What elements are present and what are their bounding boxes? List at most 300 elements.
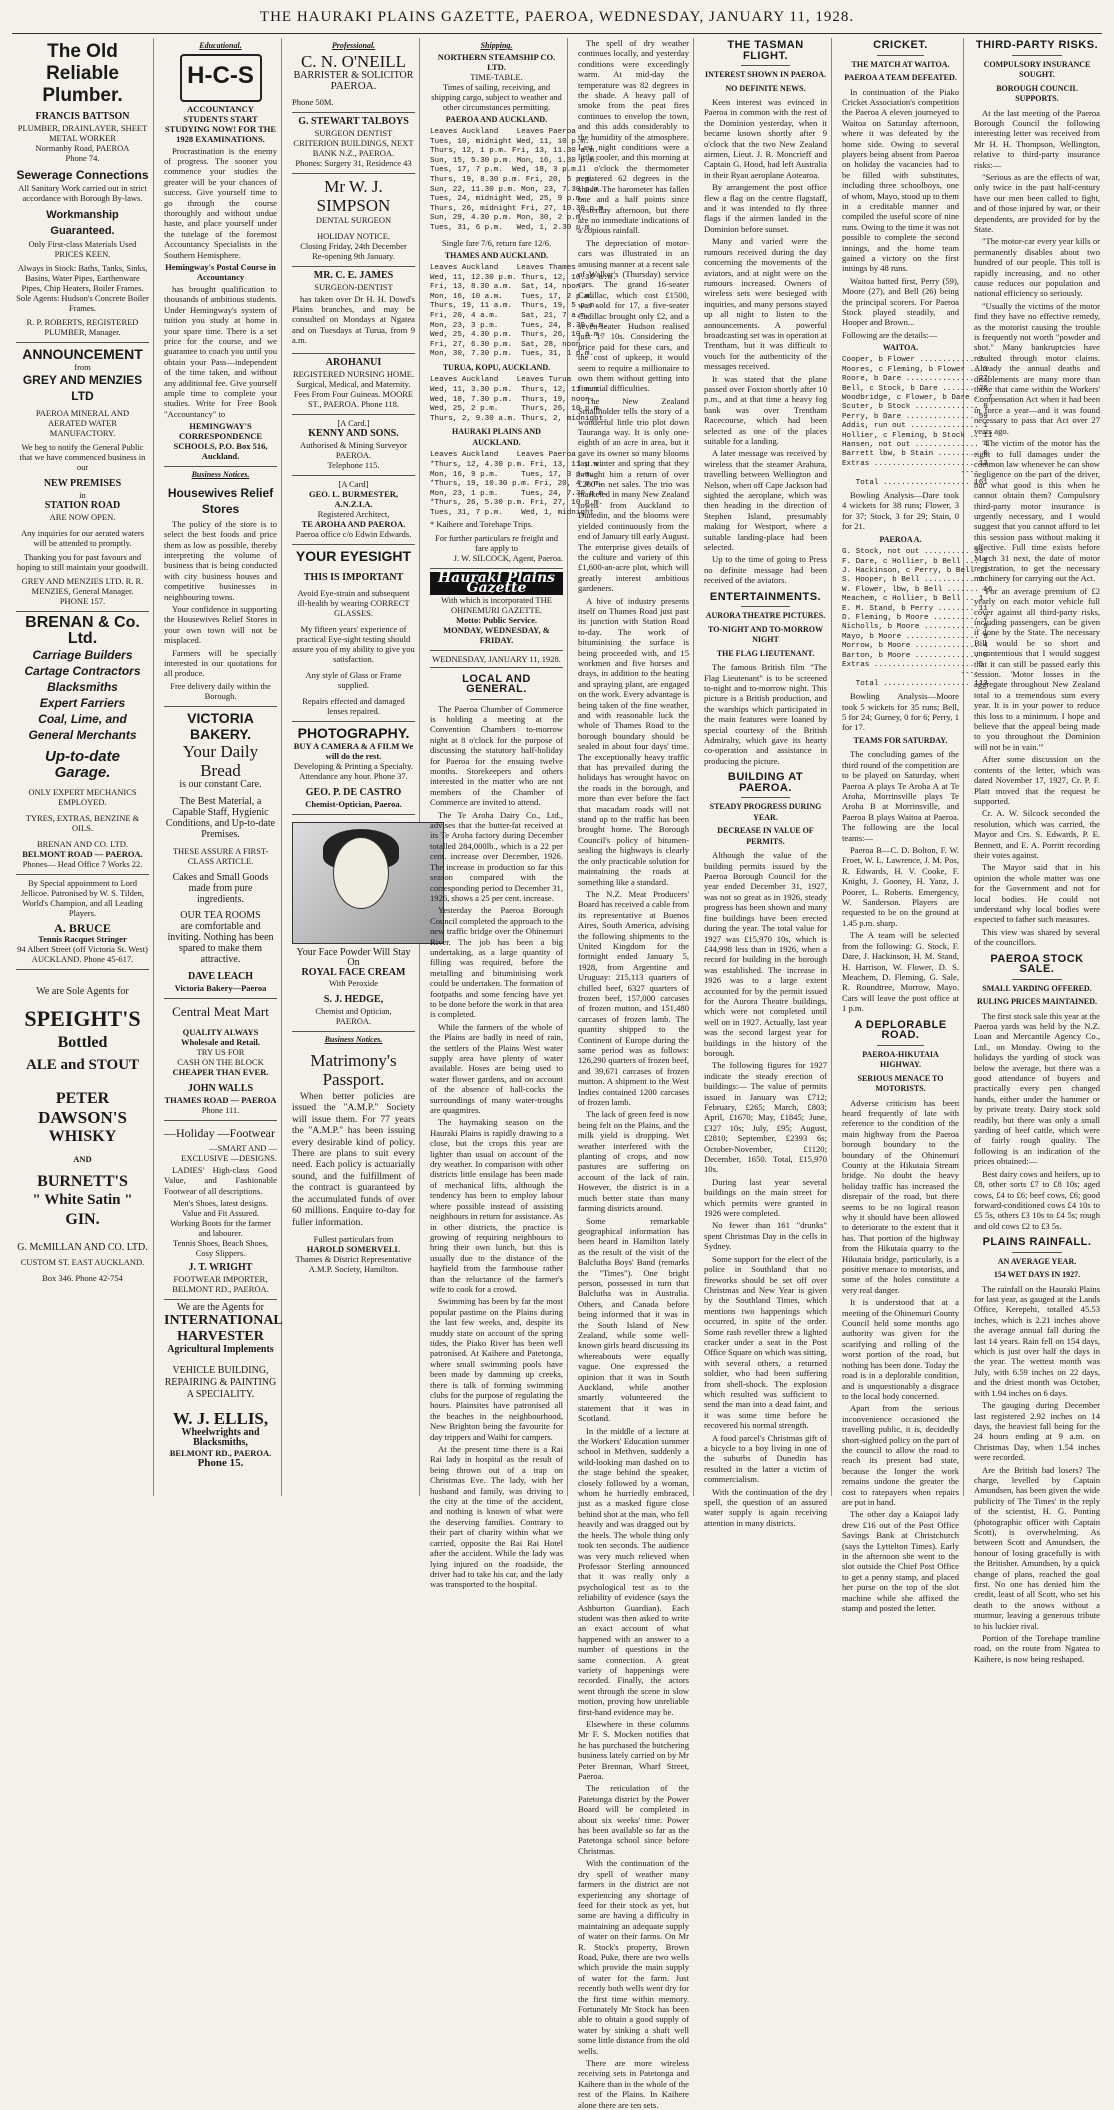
ad-hemingway (164, 38, 277, 467)
news-paragraph-7: Some remarkable geographical information has been heard in Hamilton lately as the result of the visit of the Balclutha Boys' Band (remarks the "Times"). One bright person, possessed in turn that Balclutha was in Australia. Others, and Canada before being informed that it was in the South Island of New Zealand, while some well-known girls heard discussing its whereabouts were equally vague. One expressed the opinion that it was in South Auckland, while another smartly volunteered the statement that it was in Scotland. (578, 1215, 689, 1424)
ad-battson-stock: Always in Stock: Baths, Tanks, Sinks, Basins, Water Pipes, Earthenware Pipes, Chip Heaters, Boiler Frames. (17, 263, 148, 293)
ad-brenan-coal: Coal, Lime, and (38, 712, 127, 726)
ad-bruce-intro: By Special appointment to Lord Jellicoe. Patronised by W. S. Tilden, World's Champion, and all Leading Players. (20, 878, 145, 918)
illustration-face (333, 837, 389, 909)
ad-grey-notify: We beg to notify the General Public that we have commenced business in our (19, 442, 146, 472)
ad-arohanui (292, 354, 415, 415)
ad-james-title: SURGEON-DENTIST (314, 281, 393, 292)
tasman-subhead-2: NO DEFINITE NEWS. (725, 83, 806, 93)
cricket-paragraph-1: In continuation of the Piako Cricket Association's competition the Paeroa A eleven journeyed to Waitoa on Saturday afternoon, where it was defeated by the home side. Owing to several players being absent from Paeroa on holiday the vacancies had to be filled with substitutes, including three schoolboys, one of whom, Mayo, stood up to them in a creditable manner and compiled the useful score of nine runs. Owing to the time it was not possible to complete the second innings, and the home team gained a victory on the first innings by 48 runs. (842, 86, 959, 274)
shipping-turua: TURUA, KOPU, AUCKLAND. (442, 362, 551, 372)
building-paragraph-3: During last year several buildings on the main street for which permits were granted in 1926 were completed. (704, 1176, 827, 1219)
shipping-agent: J. W. SILCOCK, Agent, Paeroa. (453, 552, 563, 563)
ad-ellis-vehicle: VEHICLE BUILDING, REPAIRING & PAINTING A SPECIALITY. (164, 1365, 277, 1401)
ad-hemingway-sign: HEMINGWAY'S CORRESPONDENCE SCHOOLS, P.O. Box 516, Auckland. (173, 421, 268, 462)
ad-meat-thames: THAMES ROAD — PAEROA (164, 1094, 277, 1105)
third-party-subhead-1: COMPULSORY INSURANCE SOUGHT. (983, 59, 1091, 79)
rule (741, 65, 790, 66)
column-7 (838, 38, 993, 1614)
ad-dawsons: DAWSON'S (38, 1108, 127, 1127)
ad-talboys-name: G. STEWART TALBOYS (298, 115, 409, 127)
ad-grey-water: PAEROA MINERAL AND AERATED WATER MANUFACTORY. (35, 408, 130, 438)
third-party-subhead-2: BOROUGH COUNCIL SUPPORTS. (996, 83, 1078, 103)
ad-grey-premises: NEW PREMISES (43, 478, 122, 489)
ad-and: AND (73, 1154, 92, 1164)
gazette-motto: Motto: Public Service. (456, 614, 537, 625)
ad-mcmillan-intro: We are Sole Agents for (36, 986, 129, 997)
ad-victoria-assure: THESE ASSURE A FIRST-CLASS ARTICLE. (172, 845, 269, 866)
ad-housewives (164, 467, 277, 707)
ad-wright-trade: FOOTWEAR IMPORTER, BELMONT RD., PAEROA. (172, 1274, 269, 1295)
entertain-tonight: TO-NIGHT AND TO-MORROW NIGHT (708, 624, 823, 645)
ad-burmester (292, 476, 415, 545)
cricket-paeroa-a: PAEROA A. (879, 534, 922, 544)
ad-simpson-title: DENTAL SURGEON (315, 214, 392, 225)
schedule-thames-auckland: Leaves Auckland Leaves Thames Wed, 11, 12.30 p.m. Thurs, 12, 10.30 a.m. Fri, 13, 8.30 a.m. Sat, 14, noon. Mon, 16, 10 a.m. Tues, 17, 2 p.m. Thurs, 19, 11 a.m. Thurs, 19, 5 p.m. Fri, 20, 4 a.m. Sat, 21, 7 a.m. Mon, 23, 3 p.m. Tues, 24, 8.30 a.m. Wed, 25, 4.30 p.m. Thurs, 26, 10 a.m. Fri, 27, 6.30 p.m. Sat, 28, noon. Mon, 30, 7.30 p.m. Tues, 31, 1 p.m. (430, 264, 617, 359)
local-paragraph-7: At the present time there is a Rai Rai lady in hospital as the result of being thrown out of a trap on Christmas Eve. The lady, with her husband and family, was driving to the city at the time of the accident, and nothing is known of what were the deserving families. Contrary to their part of charity within what we carried, opposite the Rai Rai Hotel after the accident. While the lady was lying injured on the roadside, the driver had to take his car, and the lady was transported to the hospital. (430, 1444, 563, 1590)
tasman-paragraph-5: A later message was received by wireless that the steamer Arahura, travelling between Wellington and Nelson, when off Cape Jackson had sighted the aeroplane, which was then heading in the direction of Stephen Island, presumably making for Westport, where a suitable landing-place had been selected. (704, 448, 827, 553)
ad-brenan-tyres: TYRES, EXTRAS, BENZINE & OILS. (25, 813, 140, 833)
column-1 (12, 38, 154, 1496)
ad-kenny-card: [A Card.] (337, 417, 370, 428)
shipping-paeroa-auckland: PAEROA AND AUCKLAND. (445, 114, 548, 124)
ad-meat-try: TRY US FOR (196, 1046, 245, 1057)
road-paragraph-1: Adverse criticism has been heard frequently of late with reference to the condition of the main highway from the Paeroa borough boundary to the boundary of the Ohinemuri County at the Hikutaia Stream bridge. No doubt the heavy holiday traffic has increased the disrepair of the road, but there seems to be no logical reason why it should have been allowed to deteriorate to the extent that it has. That portion of the highway from the Hikutaia quarry to the Hikutaia bridge, particularly, is a positive menace to motorists, and some of the holes constitute a very real danger. (842, 1097, 959, 1295)
ad-oneill (292, 38, 415, 113)
ad-white-satin: " White Satin " (32, 1192, 133, 1208)
ad-burmester-name: GEO. L. BURMESTER, A.N.Z.I.A. (308, 488, 399, 509)
rule (1012, 979, 1062, 980)
ad-housewives-title: Housewives Relief Stores (167, 485, 274, 516)
gazette-title-text: Hauraki Plains Gazette (430, 572, 563, 595)
road-paragraph-3: Apart from the serious inconvenience occasioned the travelling public, it is, decidedly short-sighted policy on the part of the council to allow the road to reach its present bad state, because the longer the work remains undone the greater the cost to ratepayers when repairs are put in hand. (842, 1403, 959, 1507)
ad-eyesight-exp: My fifteen years' experience of practical Eye-sight testing should assure you of my ability to give you satisfaction. (292, 623, 415, 664)
building-subhead-2: DECREASE IN VALUE OF PERMITS. (717, 826, 814, 846)
building-paragraph-2: The following figures for 1927 indicate the steady erection of buildings:— The value of permits issued in January was £712; February, £265; March, £803; April, £1670; May, £1845; June, £327 10s; July, £95; August, £2810; September, £2393 6s; October-November, £1120; December, 1650. Total, £15,970 10s. (704, 1060, 827, 1175)
cricket-follow: Following are the details:— (842, 329, 938, 340)
ad-meat-wholesale: Wholesale and Retail. (180, 1036, 261, 1047)
ad-james-name: MR. C. E. JAMES (313, 269, 394, 281)
ad-ellis-phone: Phone 15. (197, 1457, 244, 1470)
fireworks-paragraph: Some support for the elect of the police in Southland that no fireworks should be set off over Christmas and New Year is given by the Southland Times, which mentions two happenings which occurred, in spite of the order. Some rash reveller threw a lighted cracker under a seat in the Post Office Square on which was sitting, with several others, a returned soldier, who had been suffering from shell-shock. The explosion which resulted was sufficient to send the man into a dead faint, and it was some time before he recovered his normal strength. (704, 1253, 827, 1431)
ad-whisky: WHISKY (48, 1128, 117, 1145)
ad-eyesight-repairs: Repairs effected and damaged lenses repaired. (302, 695, 405, 716)
cricket-paragraph-3: The concluding games of the third round of the competition are to be played on Saturday, when Paeroa A plays Te Aroha A at Te Aroha, Morrinsville plays Te Aroha B at Morrinsville, and Paeroa B plays Waitoa at Paeroa. The following are the local teams:— (842, 749, 959, 843)
tasman-paragraph-4: It was stated that the plane passed over Foxton shortly after 10 p.m., and at that time a heavy fog bank was over Trentham Racecourse, which had been selected as one of the places suitable for a landing. (704, 373, 827, 446)
cricket-paragraph-5: The A team will be selected from the following: G. Stock, F. Dare, J. Hackinson, H. M. Stand, H. Harrison, W. Flower, D. S. Meachem, D. Fleming, G. Sale, R. Roundtree, Morrow, Mayo. Cars will leave the post office at 1 p.m. (842, 930, 959, 1014)
rule (1012, 1252, 1062, 1253)
ad-victoria-tea: OUR TEA ROOMS (180, 909, 261, 921)
ad-victoria-tea-text: are comfortable and inviting. Nothing has been spared to make them attractive. (167, 920, 274, 965)
ad-simpson (292, 174, 415, 267)
ad-kenny-name: KENNY AND SONS. (308, 427, 399, 439)
road-paragraph-2: It is understood that at a meeting of the Ohinemuri County Council held some months ago authority was given for the scarifying and rolling of the worst portion of the road, but nothing has been done. Today the road is in a deplorable condition, and is unquestionably a disgrace to the local body concerned. (842, 1297, 959, 1401)
ad-grey-open: ARE NOW OPEN. (49, 512, 116, 522)
column-6 (700, 38, 832, 1528)
news-paragraph-6: The lack of green feed is now being felt on the Plains, and the milk yield is dropping. Wet weather interfered with the planting of crops, and now pastures are suffering on account of the lack of rain. However, the district is in a much better state than many farming districts around. (578, 1109, 689, 1214)
ad-ellis-agri: Agricultural Implements (167, 1344, 274, 1356)
shipping-timetable-title: TIME-TABLE. (470, 71, 523, 82)
ad-brenan-phones: Phones— Head Office 7 Works 22. (22, 859, 143, 869)
ad-meat-walls: JOHN WALLS (187, 1082, 254, 1094)
ad-gin: GIN. (65, 1211, 100, 1228)
ad-talboys-phones: Phones: Surgery 31, Residence 43 (295, 157, 412, 168)
ad-ale: ALE and STOUT (25, 1057, 140, 1073)
cricket-paragraph-4: Paeroa B—C. D. Bolton, F. W. Froet, W. L. Lawrence, J. M. Pos, R. Edwards, H. V. Cooke, F. Knight, J. Gooney, H. Yanz, J. Poorer, L. Roberts. Emergency, W. Sanderson. Players are requested to be on the ground at 1.45 p.m. sharp. (842, 845, 959, 928)
ad-brenan (16, 612, 149, 875)
building-paragraph-1: Although the value of the building permits issued by the Paeroa Borough Council for the year ended December 31, 1927, was not so great as in 1926, steady progress has been shown and many fine buildings have been erected during the year. The total value for 1927 was £15,970 10s, which is £44,998 less than in 1926, when a record for building in the borough was established. The increase in 1926 was to a large extent accounted for by the permit issued for the Aurora Theatre buildings, which were not completed until well on in 1927. Actually, last year was the second largest year for buildings in the history of the borough. (704, 850, 827, 1058)
rainfall-heading: PLAINS RAINFALL. (982, 1236, 1092, 1249)
shipping-fare: Single fare 7/6, return fare 12/6. (441, 237, 552, 248)
ad-housewives-farmers: Farmers will be specially interested in our quotations for all produce. (164, 647, 277, 679)
news-paragraph-1: The spell of dry weather continues locally, and yesterday conditions were exceedingly warm. At mid-day the temperature was 82 degrees in the shade. A heavy pall of smoke from the peat fires continues to envelop the town, and this adds considerably to the humidity of the atmosphere. Last night conditions were a little cooler, and this morning at 11 o'clock the thermometer registered 62 degrees in the shade. The barometer has fallen one and a half points since yesterday afternoon, but there are no immediate indications of a copious rainfall. (578, 38, 689, 236)
ad-wright-ladies: LADIES' High-class Good Value, and Fashionable Footwear of all descriptions. (164, 1164, 277, 1196)
ad-james (292, 267, 415, 354)
ad-bruce (16, 875, 149, 970)
news-paragraph-10: The reticulation of the Patetonga district by the Power Board will be completed in about six weeks' time. Power has been available so far as the Patetonga school since before Christmas. (578, 1783, 689, 1856)
cricket-teams: TEAMS FOR SATURDAY. (853, 735, 948, 745)
ad-victoria-bread: Your Daily Bread (182, 741, 259, 780)
cricket-subhead-1: THE MATCH AT WAITOA. (851, 59, 950, 69)
ad-hedge-title: Chemist and Optician, (315, 1005, 392, 1016)
ad-grey-thanks: Thanking you for past favours and hoping to still maintain your goodwill. (16, 552, 149, 572)
ad-decastro-title: Chemist-Optician, Paeroa. (305, 798, 402, 809)
tasman-paragraph-6: Up to the time of going to Press no definite message had been received of the aviators. (704, 554, 827, 586)
tasman-paragraph-2: By arrangement the post office flew a flag on the centre flagstaff, and it was intended to fly three flags if the airmen landed in the Dominion before sunset. (704, 182, 827, 234)
ad-cream-name: ROYAL FACE CREAM (301, 966, 406, 978)
building-heading: BUILDING AT PAEROA. (727, 771, 804, 794)
ad-housewives-delivery: Free delivery daily within the Borough. (170, 680, 271, 701)
ad-battson-title: The Old Reliable Plumber. (42, 41, 123, 106)
third-party-heading: THIRD-PARTY RISKS. (975, 39, 1099, 51)
ad-brenan-blacksmiths: Blacksmiths (47, 680, 118, 694)
ad-brenan-merchants: General Merchants (28, 728, 137, 742)
news-paragraph-5: The N.Z. Meat Producers' Board has received a cable from its representative at Buenos Aires, South America, advising the following shipments to the United Kingdom for the fortnight ended January 5, 1928, from Argentine and Uruguay: 215,113 quarters of chilled beef, 6327 quarters of frozen beef, 157,000 carcases of frozen mutton, and 151,480 carcases of frozen lamb. The quantity shipped to the Continent of Europe during the same period was as follows: 126,290 quarters of frozen beef, and 39,671 carcases of frozen mutton. A shipment to the West Indies contained 1200 carcases of frozen lamb. (578, 888, 689, 1108)
ad-mcmillan-custom: CUSTOM ST. EAST AUCKLAND. (20, 1257, 145, 1267)
ad-grey-announce: ANNOUNCEMENT (22, 346, 143, 362)
ad-cream-perfume: With Peroxide (329, 977, 378, 988)
ad-simpson-name: Mr W. J. SIMPSON (316, 176, 391, 215)
third-party-paragraph-2: "Serious as are the effects of war, only twice in the past half-century have our men been called to fight, and of those injured by war, or their dependents, are provided for by the State. (974, 171, 1100, 234)
ad-simpson-notice: HOLIDAY NOTICE. (316, 230, 391, 241)
rule (877, 55, 924, 56)
ad-ellis-international: INTERNATIONAL HARVESTER (164, 1313, 283, 1345)
ad-ellis-agents: We are the Agents for (177, 1302, 264, 1314)
ad-battson-manager: R. P. ROBERTS, REGISTERED PLUMBER, Manager. (26, 317, 139, 337)
ad-speights: SPEIGHT'S (24, 1006, 141, 1031)
ad-talboys-addr: CRITERION BUILDINGS, NEXT BANK N.Z., PAEROA. (293, 137, 414, 158)
ad-meat-quality: QUALITY ALWAYS (182, 1026, 259, 1037)
column-5 (574, 38, 694, 2110)
entertain-paragraph: The famous British film "The Flag Lieutenant" is to be screened to-night and to-morrow night. This picture is a British production, and the warships which participated in the main features were loaned by special courtesy of the British Admiralty, which gave its hearty co-operation and assistance in producing the picture. (704, 662, 827, 766)
rule (470, 699, 523, 700)
schedule-hauraki: Leaves Auckland Leaves Paeroa *Thurs, 12, 4.30 p.m. Fri, 13, 11 p.m. Mon, 16, 9 p.m. Tues, 17, 3 p.m. *Thurs, 19, 10.30 p.m. Fri, 20, 4 p.m. Mon, 23, 1 p.m. Tues, 24, 7.30 p.m. *Thurs, 26, 5.30 p.m. Fri, 27, 10 p.m. Tues, 31, 7 p.m. Wed, 1, midnight (430, 451, 608, 517)
ad-wright-smart: —SMART AND —EXCLUSIVE —DESIGNS. (181, 1142, 277, 1163)
ad-battson-workmanship: Workmanship Guaranteed. (46, 209, 119, 237)
ad-meat-mart (164, 999, 277, 1121)
news-paragraph-9: Elsewhere in these columns Mr F. S. Mocken notifies that he has purchased the butchering business lately carried on by Mr Peter Brennan, Wharf Street, Paeroa. (578, 1719, 689, 1782)
ad-mcmillan-box: Box 346. Phone 42-754 (42, 1273, 123, 1283)
third-party-paragraph-6: "For an average premium of £2 yearly on each motor vehicle full cover against all third-party risks, including passengers, can be given if done by the State. The necessary Bill would be so short and uncontentious that I would suggest that it can still be passed early this session. 'Motor losses in the aggregate throughout New Zealand total to a tremendous sum every year. It is in your power to reduce this loss to a minimum. I hope and believe that the appeal being made to you throughout the Dominion will not be in vain.'" (974, 585, 1100, 752)
ad-decastro-name: GEO. P. DE CASTRO (305, 786, 402, 798)
ad-amp (292, 1032, 415, 1279)
ad-wright-working: Working Boots for the farmer and labourer. (170, 1218, 271, 1239)
shipping-hauraki: HAURAKI PLAINS AND AUCKLAND. (452, 427, 541, 447)
masthead-rule (12, 33, 1102, 34)
column-3 (288, 38, 420, 1496)
gazette-days: MONDAY, WEDNESDAY, & FRIDAY. (443, 624, 550, 645)
local-paragraph-5: The haymaking season on the Hauraki Plains is rapidly drawing to a close, but the crops this year are lighter than usual on account of the dry weather. In comparison with other districts little ensilage has been made of mechanical lifts, although the tendency has been to employ labour where possible instead of assisting neighbours in return for assistance. As in other districts, the practice is growing of requiring neighbours to bring their own lunch, but this is usually due to the distance of the hayfield from the farmhouse rather than the reluctance of the farmer's wife to cook for a crowd. (430, 1117, 563, 1294)
third-party-paragraph-10: This view was shared by several of the councillors. (974, 926, 1100, 948)
ad-arohanui-title: REGISTERED NURSING HOME. (292, 368, 415, 379)
ad-battson-sewerage-text: All Sanitary Work carried out in strict accordance with Borough By-laws. (18, 183, 147, 203)
news-paragraph-11: With the continuation of the dry spell of weather many farmers in the district are not experiencing any shortage of feed for their stock as yet, but some are having a difficulty in maintaining an adequate supply of water on their farms. On Mr R. Stock's property, Brown Road, Puke, there are two wells which provide the main supply of water for the farm. Just recently both wells went dry for the first time within memory. Fortunately Mr Stock has been able to obtain a good supply of water by sinking a shaft well some little distance from the old wells. (578, 1858, 689, 2056)
ad-burmester-place: TE AROHA AND PAEROA. (301, 518, 406, 529)
ad-burmester-card: [A Card] (338, 478, 369, 489)
ad-burmester-office: Paeroa office c/o Edwin Edwards. (295, 528, 412, 539)
ad-brenan-cartage: Cartage Contractors (24, 664, 141, 678)
ad-oneill-name: C. N. O'NEILL (300, 51, 407, 71)
ad-simpson-closing: Closing Friday, 24th December (300, 240, 407, 251)
ad-brenan-garage: Up-to-date Garage. (45, 748, 120, 781)
shipping-company: NORTHERN STEAMSHIP CO. LTD. (437, 51, 556, 72)
ad-battson-addr: Normanby Road, PAEROA (35, 143, 130, 153)
ad-simpson-reopen: Re-opening 9th January. (312, 250, 395, 261)
paeroa-scorecard: G. Stock, not out .......... 33 F. Dare, c Hollier, b Bell ... 1 J. Hackinson, c Perry, b Bell 1 S. Hooper, b Bell ........... 1 W. Flower, lbw, b Bell ....... 16 Meachem, c Hollier, b Bell .. 1 E. M. Stand, b Perry ........ 11 D. Fleming, b Moore .......... 2 Nicholls, b Moore ............ 9 Mayo, b Moore ................ 9 Morrow, b Moore .............. 4 Barton, b Moore .............. 0 Extras ...................... 5 ---- Total ................... 113 (842, 548, 993, 688)
ad-hedge-place: PAEROA. (335, 1015, 372, 1026)
ad-wright-name: J. T. WRIGHT (188, 1262, 253, 1274)
drunks-paragraph: No fewer than 161 "drunks" spent Christmas Day in the cells in Sydney. (704, 1220, 827, 1252)
local-general-heading: LOCAL AND GENERAL. (462, 672, 531, 696)
ad-amp-particulars: Fullest particulars from (313, 1233, 394, 1244)
ad-photo-developing: Developing & Printing a Specialty. Attendance any hour. Phone 37. (293, 760, 414, 781)
ad-battson-phone: Phone 74. (65, 153, 100, 163)
deplorable-heading: A DEPLORABLE ROAD. (854, 1018, 947, 1042)
ad-eyesight (292, 545, 415, 722)
ad-meat-cash: CASH ON THE BLOCK (177, 1056, 264, 1067)
ad-burmester-title: Registered Architect, (317, 508, 390, 519)
local-paragraph-1: The Paeroa Chamber of Commerce is holding a meeting at the Convention Chambers to-morrow night at 8 o'clock for the purpose of discussing the statutory half-holiday for Paeroa for the ensuing twelve months. Storekeepers and others interested in the matter who are not members of the Chamber of Commerce are invited to attend. (430, 703, 563, 808)
rainfall-paragraph-2: The gauging during December last registered 2.92 inches on 14 days, the heaviest fall being for the 24 hours ending at 9 a.m. on Christmas Day, when 1.54 inches were recorded. (974, 1400, 1100, 1463)
third-party-paragraph-4: "Usually the victims of the motor find they have no effective remedy, as the motorist causing the trouble is frequently not worth "powder and shot." Many bankruptcies have resulted through motor claims. Already the annual deaths and disablements are many more than those that came within the Workers' Compensation Act when it had been in force a year—and it was found necessary to pass that Act over 27 years ago. (974, 300, 1100, 436)
building-subhead-1: STEADY PROGRESS DURING YEAR. (709, 802, 822, 822)
lady-illustration (292, 822, 444, 944)
ad-eyesight-style: Any style of Glass or Frame supplied. (305, 669, 402, 690)
ad-grey-menzies (16, 343, 149, 612)
ad-victoria-bakery (164, 707, 277, 999)
ad-battson (16, 38, 149, 343)
ad-meat-phone: Phone 111. (201, 1104, 240, 1115)
news-paragraph-3: The New Zealand Smallholder tells the story of a wonderful little trio plot down Tauranga way. It is only one-eighth of an acre in area, but it gave its owner so many blooms last winter and spring that they brought him a return of over £200 in net sales. The trio was marketed in many New Zealand towns from Auckland to Dunedin, and the blooms were yielded continuously from the end of January till early August. The enterprise gives details of the culture and variety of this £1,600-an-acre plot, which will greatly interest ambitious gardeners. (578, 395, 689, 594)
section-shipping: Shipping. (480, 41, 513, 50)
cricket-bowling-2: Bowling Analysis—Moore took 5 wickets for 35 runs; Bell, 5 for 24; Gurney, 0 for 6; Perry, 1 for 17. (842, 691, 959, 733)
news-paragraph-4: A hive of industry presents itself on Thames Road just past its junction with Station Road to-day. The work of bituminising the surface is being proceeded with, and 15 workmen and five horses and drays, in addition to the heating and spraying plant, are engaged on the work. Every advantage is being taken of the fine weather, and with reasonable luck the whole of Thames Road to the borough boundary should be sealed in about four days' time. The exceptionally heavy traffic that has prevailed during the holidays has wrought havoc on the roads in the borough, and more than ever before the fact that macadam roads will not stand up to the traffic has been brought home. The Borough Council's policy of bitumen-sealing the highways is clearly the only practicable solution for maintaining the roads at something like a standard. (578, 595, 689, 887)
third-party-paragraph-1: At the last meeting of the Paeroa Borough Council the following interesting letter was received from Mr H. H. Thompson, Wellington, relative to third-party insurance risks:— (974, 107, 1100, 170)
ad-james-text: has taken over Dr H. H. Dowd's Plains branches, and may be consulted on Mondays at Ngatea and on Tuesdays at Turua, from 9 a.m. (292, 293, 415, 346)
ad-victoria-cakes: Cakes and Small Goods made from pure ingredients. (172, 871, 269, 905)
entertain-aurora: AURORA THEATRE PICTURES. (705, 611, 826, 621)
ad-brenan-carriage: Carriage Builders (32, 648, 133, 662)
ad-grey-name: GREY AND MENZIES LTD (22, 373, 143, 403)
ad-eyesight-avoid: Avoid Eye-strain and subsequent ill-health by wearing CORRECT GLASSES. (297, 587, 410, 618)
cricket-heading: CRICKET. (873, 39, 928, 51)
ad-ellis-wheelwrights: Wheelwrights and Blacksmiths, (181, 1427, 260, 1449)
ad-battson-name: FRANCIS BATTSON (35, 111, 130, 122)
shipping-further: For further particulars re freight and fare apply to (435, 532, 558, 553)
ad-brenan-belmont: BELMONT ROAD — PAEROA. (22, 849, 143, 859)
ad-kenny (292, 415, 415, 476)
tasman-paragraph-1: Keen interest was evinced in Paeroa in common with the rest of the Dominion yesterday, when it became known shortly after 9 o'clock that the two New Zealand airmen, Lieut. J. R. Moncrieff and Captain G. Hood, had left Australia in their Ryan aeroplane Aotearoa. (704, 97, 827, 180)
ad-bruce-trade: Tennis Racquet Stringer (38, 934, 127, 944)
ad-hemingway-text: has brought qualification to thousands of ambitious students. Under Hemingway's system of tuition you study at home in your spare time. There is a set price for the course, and we guarantee to coach you until you obtain your Pass—independent of the time taken, and without any additional fee. Give yourself ample time to complete your studies. Write for Free Book "Accountancy" to (164, 283, 277, 419)
third-party-paragraph-8: Cr. A. W. Silcock seconded the resolution, which was carried, the Mayor and Crs. S. Edwards, P. E. Bennett, and E. A. Porritt recording their votes against. (974, 808, 1100, 860)
ad-arohanui-text: Surgical, Medical, and Maternity. Fees From Four Guineas. MOORE ST., PAEROA. Phone 118. (293, 378, 414, 409)
ad-eyesight-important: THIS IS IMPORTANT (303, 571, 404, 583)
deplorable-subhead-1: PAEROA-HIKUTAIA HIGHWAY. (862, 1049, 939, 1070)
ad-bruce-name: A. BRUCE (54, 921, 111, 935)
ad-photo-title: PHOTOGRAPHY. (297, 724, 410, 741)
local-paragraph-3: Yesterday the Paeroa Borough Council completed the approach to the new traffic bridge over the Ohinemuri River. The job has been a big undertaking, as a large quantity of filling was required, before the metalling and bituminising work could be undertaken. The formation of footpaths and some fencing have yet to be done before the work in that area is completed. (430, 905, 563, 1020)
section-business-2: Business Notices. (324, 1034, 383, 1044)
ad-victoria-place: Victoria Bakery—Paeroa (174, 982, 267, 993)
ad-oneill-place: PAEROA. (330, 79, 377, 92)
rule (741, 797, 790, 798)
third-party-paragraph-5: "The victim of the motor has the right to full damages under the common law whenever he can show negligence on the part of the driver, but what good is this when he cannot obtain them? Compulsory third-party motor insurance is urgently necessary, and I would suggest that you cannot afford to let this session pass without making it effective. Full time exists before March 31 next, the date of motor registration, to get the necessary machinery for carrying out the Act. (974, 438, 1100, 584)
cricket-subhead-2: PAEROA A TEAM DEFEATED. (844, 73, 957, 82)
ad-amp-society: A.M.P. Society, Hamilton. (308, 1263, 399, 1274)
road-paragraph-4: The other day a Kaiapoi lady drew £16 out of the Post Office Savings Bank at Christchurch (says the Lyttelton Times). Early in the afternoon she went to the slot outside the Chief Post Office to get a penny stamp, and placed her purse on the top of the slot machine while she affixed the stamp and posted the letter. (842, 1509, 959, 1614)
section-professional: Professional. (331, 41, 376, 50)
ad-meat-title: Central Meat Mart (172, 1003, 269, 1019)
rule (741, 606, 790, 607)
ad-photography (292, 722, 415, 815)
waitoa-scorecard: Cooper, b Flower ............ 2 Moores, c Fleming, b Flower .. 3 Roore, b Dare ............... 27 Bell, c Stock, b Dare ....... 26 Woodbridge, c Flower, b Dare .. 7 Scuter, b Stock .............. 8 Perry, b Dare ............... 59 Addis, run out ............... 1 Hollier, c Fleming, b Stock .. 11 Hansen, not out .............. 4 Barrett lbw, b Stain ......... 0 Extras ...................... 13 ---- Total ................... 161 (842, 356, 993, 487)
ad-amp-district: Thames & District Representative (295, 1253, 412, 1264)
news-paragraph-2: The depreciation of motor-cars was illustrated in an amusing manner at a recent sale of Walker's (Thursday) service cars. The grand 16-seater Cadillac, which cost £1500, was sold for 17, a five-seater Cadillac brought only £2, and a seven-seater Hudson realised just 17 10s. Considering the price paid for these cars, and the cost of upkeep, it would seem to require a millionaire to own them without getting into financial difficulties. (578, 237, 689, 394)
ad-talboys (292, 113, 415, 174)
ad-hemingway-procrast: Procrastination is the enemy of progress. The sooner you commence your studies the greater will be your chances of success. Give yourself time to go through the course thoroughly and without undue haste, and place yourself under the tutelage of the foremost Accountancy Specialists in the Southern Hemisphere. (164, 145, 277, 260)
shipping-timetable (430, 38, 617, 569)
ad-eyesight-title: YOUR EYESIGHT (295, 547, 412, 564)
cricket-waitoa: WAITOA. (882, 342, 919, 352)
ad-brenan-farriers: Expert Farriers (39, 696, 126, 710)
schedule-turua: Leaves Auckland Leaves Turua Wed, 11, 3.30 p.m. Thurs, 12, 11 a.m. Wed, 18, 7.30 p.m. Thurs, 19, noon. Wed, 25, 2 p.m. Thurs, 26, 10 p.m. Thurs, 2, 9.30 a.m. Thurs, 2, midnight (430, 376, 604, 423)
ad-brenan-name: BRENAN & Co. Ltd. (25, 614, 140, 647)
ad-battson-agents: Sole Agents: Hudson's Concrete Boiler Frames. (16, 293, 149, 313)
ad-victoria-title: VICTORIA BAKERY. (187, 709, 254, 742)
rule (877, 1045, 924, 1046)
local-paragraph-2: The Te Aroha Dairy Co., Ltd., advises that the butter-fat received at its Te Aroha factory during December totalled 284,000lb., which is a 22 per cent. increase over December, 1926. The increase in production so far this season compared with the corresponding period to December 31, 1926, shows a 25 per cent. increase. (430, 809, 563, 903)
ad-talboys-title: SURGEON DENTIST (314, 127, 393, 138)
ad-housewives-confidence: Your confidence in supporting the Housewives Relief Stores in your own town will not be misplaced. (164, 604, 277, 646)
ad-royal-cream (292, 815, 415, 1032)
column-8 (970, 38, 1104, 1664)
ad-bottled: Bottled (57, 1034, 108, 1051)
third-party-paragraph-7: After some discussion on the contents of the letter, which was dated November 17, 1927, Cr. P. F. Platt moved that the request be supported. (974, 754, 1100, 806)
rainfall-subhead-1: AN AVERAGE YEAR. (997, 1256, 1077, 1266)
cricket-paragraph-2: Waitoa batted first, Perry (59), Moore (27), and Bell (26) being the principal scorers. For Paeroa Stock played steadily, and Hooper and Brown... (842, 275, 959, 328)
ad-oneill-phone: Phone 50M. (292, 96, 334, 107)
hcs-emblem: H-C-S (180, 54, 262, 102)
gazette-dateline: WEDNESDAY, JANUARY 11, 1928. (430, 654, 563, 668)
masthead: THE HAURAKI PLAINS GAZETTE, PAEROA, WEDNESDAY, JANUARY 11, 1928. (259, 9, 855, 25)
ad-victoria-dave: DAVE LEACH (187, 970, 254, 982)
ad-photo-camera: BUY A CAMERA & A FILM We will do the rest. (293, 740, 414, 761)
ad-ellis-belmont: BELMONT RD., PAEROA. (169, 1448, 272, 1459)
column-2 (160, 38, 282, 1496)
tasman-subhead-1: INTEREST SHOWN IN PAEROA. (704, 70, 827, 79)
deplorable-subhead-2: SERIOUS MENACE TO MOTORISTS. (857, 1073, 944, 1094)
stock-sale-subhead-2: RULING PRICES MAINTAINED. (976, 997, 1098, 1007)
ad-wright-mens: Men's Shoes, latest designs. Value and Fit Assured. (173, 1198, 268, 1219)
tasman-paragraph-3: Many and varied were the rumours received during the day concerning the movements of the aviators, and at night were on the rumours increased. Owners of wireless sets were besieged with inquiries, and many persons stayed up all night to listen to the announcements. A powerful broadcasting set was in operation at Trentham, but it was difficult to vouch for the authenticity of the messages received. (704, 236, 827, 372)
column-4 (426, 38, 617, 1590)
rule (1012, 55, 1062, 56)
third-party-paragraph-3: "The motor-car every year kills or permanently disables about two hundred of our people. This toll is rapidly increasing, and no other cause reduces our population and national efficiency so seriously. (974, 236, 1100, 299)
rainfall-paragraph-1: The rainfall on the Hauraki Plains for last year, as gauged at the Lands Office, Kerepehi, totalled 45.53 inches, which is 2.21 inches above the average annual fall during the last 14 years. Rain fell on 154 days, which is just over half the days in the year. The wettest month was July, with 6.59 inches on 22 days, and the driest month was October, with 1.94 inches on 6 days. (974, 1283, 1100, 1398)
ad-ellis-name: W. J. ELLIS, (172, 1409, 269, 1429)
gazette-flag (430, 569, 563, 651)
shipping-kaihere: * Kaihere and Torehape Trips. (430, 518, 533, 529)
rainfall-subhead-2: 154 WET DAYS IN 1927. (993, 1270, 1081, 1280)
ad-cream-powder: Your Face Powder Will Stay On (296, 946, 411, 968)
ad-amp-title: Matrimony's Passport. (310, 1051, 397, 1090)
ad-burnetts: BURNETT'S (37, 1173, 128, 1190)
cricket-bowling-1: Bowling Analysis—Dare took 4 wickets for 38 runs; Flower, 3 for 37; Stock, 3 for 29; Stain, 0 for 21. (842, 490, 959, 532)
ad-grey-inquiries: Any inquiries for our aerated waters will be attended to promptly. (21, 528, 144, 548)
ad-hemingway-course: Hemingway's Postal Course in Accountancy (165, 261, 276, 282)
ad-bruce-addr: 94 Albert Street (off Victoria St. West) AUCKLAND. Phone 45-617. (17, 944, 148, 964)
ad-battson-materials: Only First-class Materials Used PRICES KEEN. (28, 239, 137, 259)
ad-grey-in: in (79, 490, 86, 500)
ad-mcmillan (16, 970, 149, 1288)
ad-victoria-material: The Best Material, a Capable Staff, Hygienic Conditions, and Up-to-date Premises. (165, 795, 276, 840)
ad-amp-text: When better policies are issued the "A.M.P." Society will issue them. For 77 years the "A.M.P." has been issuing every desirable kind of policy. There are plans to suit every need. Each policy is actuarially sound, and the fulfillment of the contract is guaranteed by the accumulated funds of over 60 millions. Enquire to-day for fuller information. (292, 1091, 415, 1228)
entertain-flag: THE FLAG LIEUTENANT. (716, 648, 815, 658)
ad-housewives-policy: The policy of the store is to select the best foods and price them as low as possible, thereby interpreting the volume of business that is being conducted with city business houses and competitive businesses in neighbouring towns. (164, 518, 277, 602)
ad-hedge-name: S. J. HEDGE, (323, 993, 384, 1005)
shipping-note: Times of sailing, receiving, and shipping cargo, subject to weather and other circumstances permitting. (431, 81, 562, 112)
ad-grey-station: STATION ROAD (44, 500, 121, 511)
gazette-incorporated: With which is incorporated THE OHINEMURI GAZETTE. (441, 594, 552, 615)
section-business-1: Business Notices. (191, 470, 250, 480)
ad-brenan-sign: BRENAN AND CO. LTD. (36, 839, 129, 849)
ad-peter: PETER (55, 1090, 110, 1107)
entertainments-heading: ENTERTAINMENTS. (709, 590, 822, 603)
water-paragraph: With the continuation of the dry spell, the question of an assured water supply is again receiving attention in many districts. (704, 1486, 827, 1528)
ad-arohanui-name: AROHANUI (325, 356, 382, 368)
ad-hemingway-accountancy: ACCOUNTANCY STUDENTS START STUDYING NOW! FOR THE 1928 EXAMINATIONS. (164, 103, 277, 144)
ad-oneill-title: BARRISTER & SOLICITOR (293, 69, 414, 81)
ad-battson-trade: PLUMBER, DRAINLAYER, SHEET METAL WORKER (17, 123, 148, 143)
shipping-thames-auckland: THAMES AND AUCKLAND. (444, 250, 549, 260)
ad-battson-sewerage: Sewerage Connections (16, 168, 149, 182)
rainfall-paragraph-4: Portion of the Torehape tramline road, on the route from Ngatea to Kaihere, is now being reshaped. (974, 1633, 1100, 1664)
stock-sale-subhead-1: SMALL YARDING OFFERED. (982, 983, 1092, 993)
ad-ellis (164, 1300, 283, 1473)
ad-victoria-care: is our constant Care. (179, 778, 262, 790)
ad-amp-somervell: HAROLD SOMERVELL (306, 1243, 401, 1254)
bicycle-paragraph: A food parcel's Christmas gift of a bicycle to a boy living in one of the suburbs of Dunedin has resulted in the latter a victim of commercialism. (704, 1432, 827, 1485)
ad-grey-from: from (74, 362, 91, 372)
local-paragraph-4: While the farmers of the whole of the Plains are badly in need of rain, the settlers of the Plains West water supply area have plenty of water available. Hoses are being used to water flower gardens, and on account of the absence of hall-cocks the surroundings of many water-troughs are quagmires. (430, 1021, 563, 1116)
rainfall-paragraph-3: Are the British bad losers? The charge, levelled by Captain Amundsen, has been given the wide publicity of The Times' in the reply of the scientist, H. G. Ponting (photographic officer with Captain Scott), is overwhelming. As between Scott and Amundsen, the honour of losing gracefully is with the Britisher. Amundsen, by a quick change of plans, reached the goal first. No one has denied him the credit, least of all Scott, who set his death to the snows without a murmur, leaving a generous tribute to his luckier rival. (974, 1464, 1100, 1631)
ad-wright (164, 1121, 277, 1300)
tasman-heading: THE TASMAN FLIGHT. (727, 39, 804, 62)
ad-wright-tennis: Tennis Shoes, Beach Shoes, Cosy Slippers. (172, 1238, 269, 1259)
gazette-title (430, 569, 563, 597)
ad-mcmillan-name: G. McMILLAN AND CO. LTD. (17, 1242, 148, 1253)
